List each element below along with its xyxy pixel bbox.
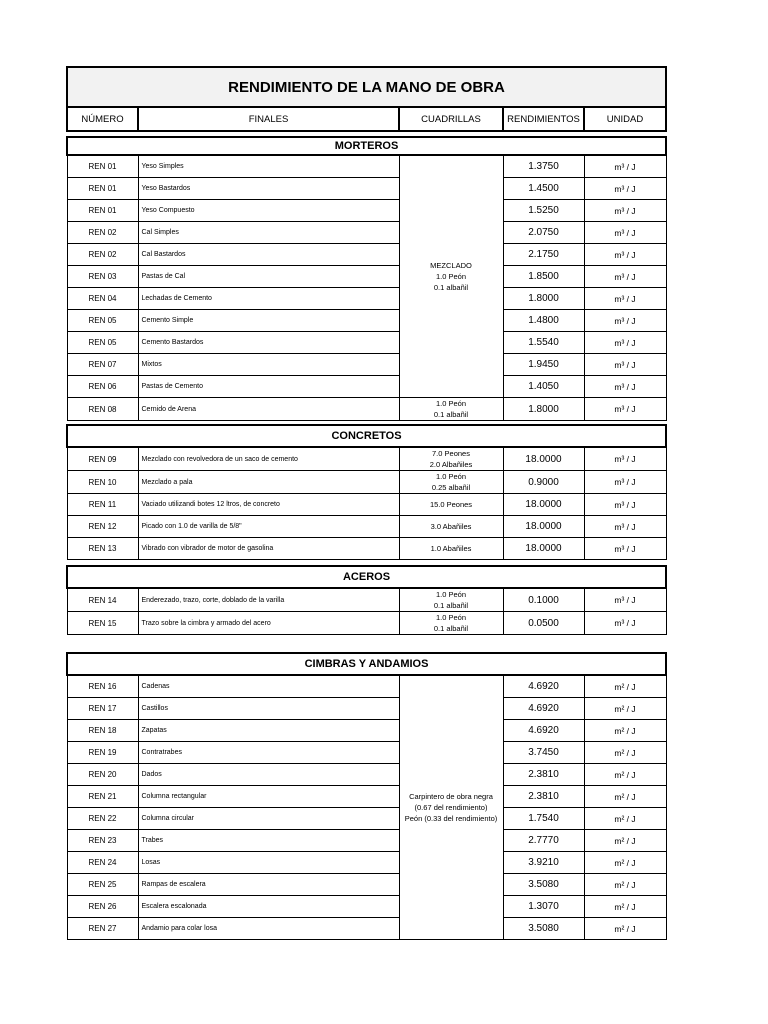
cuadrilla-line: MEZCLADO (430, 261, 472, 270)
row-finales: Castillos (138, 698, 399, 720)
row-rendimiento: 3.5080 (503, 874, 584, 896)
row-finales: Losas (138, 852, 399, 874)
group-cuadrilla (399, 155, 503, 398)
row-rendimiento: 1.5250 (503, 200, 584, 222)
row-numero: REN 02 (67, 222, 138, 244)
row-finales: Cal Simples (138, 222, 399, 244)
row-rendimiento: 0.1000 (503, 588, 584, 612)
row-unidad: m³ / J (584, 155, 666, 178)
header-table (66, 66, 667, 132)
row-numero: REN 07 (67, 354, 138, 376)
cuadrilla-line: 1.0 Peón (435, 590, 467, 599)
row-unidad: m² / J (584, 808, 666, 830)
table-row (67, 742, 666, 764)
row-unidad: m² / J (584, 896, 666, 918)
row-finales: Cemento Simple (138, 310, 399, 332)
cuadrilla-line: (0.67 del rendimiento) (414, 803, 488, 812)
row-numero: REN 09 (67, 447, 138, 471)
row-finales: Mixtos (138, 354, 399, 376)
row-numero: REN 26 (67, 896, 138, 918)
cimbras-table (66, 652, 667, 940)
row-numero: REN 19 (67, 742, 138, 764)
row-rendimiento: 1.4050 (503, 376, 584, 398)
row-numero: REN 21 (67, 786, 138, 808)
table-row (67, 720, 666, 742)
section-title-aceros: ACEROS (67, 566, 666, 588)
cuadrilla-line: 1.0 Peón (435, 399, 467, 408)
row-unidad: m³ / J (584, 516, 666, 538)
row-rendimiento: 1.8000 (503, 288, 584, 310)
row-finales: Picado con 1.0 de varilla de 5/8" (138, 516, 399, 538)
row-finales: Trazo sobre la cimbra y armado del acero (138, 612, 399, 635)
cuadrilla-line: 0.1 albañil (433, 283, 469, 292)
table-row (67, 612, 666, 635)
row-finales: Zapatas (138, 720, 399, 742)
row-cuadrilla (399, 538, 503, 560)
table-row (67, 830, 666, 852)
group-cuadrilla (399, 675, 503, 940)
cuadrilla-line: 1.0 Peón (435, 613, 467, 622)
cimbras-rows (67, 675, 666, 940)
row-finales: Vibrado con vibrador de motor de gasolina (138, 538, 399, 560)
row-finales: Mezclado a pala (138, 471, 399, 494)
row-unidad: m² / J (584, 786, 666, 808)
row-unidad: m³ / J (584, 222, 666, 244)
row-numero: REN 22 (67, 808, 138, 830)
table-row (67, 447, 666, 471)
row-numero: REN 16 (67, 675, 138, 698)
row-unidad: m² / J (584, 874, 666, 896)
row-finales: Cemento Bastardos (138, 332, 399, 354)
morteros-rows (67, 155, 666, 421)
row-rendimiento: 1.5540 (503, 332, 584, 354)
table-row (67, 538, 666, 560)
row-finales: Contratrabes (138, 742, 399, 764)
table-row (67, 288, 666, 310)
section-title-cimbras: CIMBRAS Y ANDAMIOS (67, 653, 666, 675)
row-rendimiento: 18.0000 (503, 447, 584, 471)
cuadrilla-line: 0.1 albañil (433, 601, 469, 610)
row-cuadrilla (399, 447, 503, 471)
row-rendimiento: 3.5080 (503, 918, 584, 940)
cuadrilla-line: 2.0 Albañiles (429, 460, 473, 469)
row-finales: Cadenas (138, 675, 399, 698)
row-finales: Cernido de Arena (138, 398, 399, 421)
row-rendimiento: 1.7540 (503, 808, 584, 830)
row-numero: REN 03 (67, 266, 138, 288)
row-rendimiento: 3.9210 (503, 852, 584, 874)
table-row (67, 376, 666, 398)
row-cuadrilla (399, 588, 503, 612)
row-finales: Yeso Simples (138, 155, 399, 178)
table-row (67, 310, 666, 332)
row-finales: Escalera escalonada (138, 896, 399, 918)
row-unidad: m² / J (584, 720, 666, 742)
row-unidad: m³ / J (584, 288, 666, 310)
row-numero: REN 27 (67, 918, 138, 940)
row-numero: REN 24 (67, 852, 138, 874)
table-row (67, 266, 666, 288)
table-row (67, 471, 666, 494)
row-numero: REN 02 (67, 244, 138, 266)
table-row (67, 808, 666, 830)
row-unidad: m² / J (584, 764, 666, 786)
row-unidad: m³ / J (584, 471, 666, 494)
row-numero: REN 13 (67, 538, 138, 560)
row-unidad: m³ / J (584, 398, 666, 421)
row-finales: Vaciado utilizandi botes 12 ltros, de concreto (138, 494, 399, 516)
concretos-rows (67, 447, 666, 560)
row-unidad: m³ / J (584, 266, 666, 288)
table-row (67, 200, 666, 222)
row-numero: REN 14 (67, 588, 138, 612)
row-numero: REN 17 (67, 698, 138, 720)
row-unidad: m² / J (584, 742, 666, 764)
row-rendimiento: 1.3070 (503, 896, 584, 918)
col-header-finales: FINALES (138, 107, 399, 131)
row-unidad: m³ / J (584, 310, 666, 332)
row-rendimiento: 2.0750 (503, 222, 584, 244)
row-finales: Rampas de escalera (138, 874, 399, 896)
row-finales: Andamio para colar losa (138, 918, 399, 940)
col-header-numero: NÚMERO (67, 107, 138, 131)
row-rendimiento: 3.7450 (503, 742, 584, 764)
table-row (67, 852, 666, 874)
row-rendimiento: 1.8500 (503, 266, 584, 288)
row-cuadrilla (399, 494, 503, 516)
table-row (67, 698, 666, 720)
table-row (67, 675, 666, 698)
table-row (67, 516, 666, 538)
row-unidad: m³ / J (584, 376, 666, 398)
row-numero: REN 08 (67, 398, 138, 421)
cuadrilla-line: 15.0 Peones (429, 500, 473, 509)
row-numero: REN 04 (67, 288, 138, 310)
row-numero: REN 25 (67, 874, 138, 896)
row-numero: REN 12 (67, 516, 138, 538)
aceros-rows (67, 588, 666, 635)
row-finales: Dados (138, 764, 399, 786)
table-row (67, 494, 666, 516)
row-rendimiento: 1.4500 (503, 178, 584, 200)
col-header-unidad: UNIDAD (584, 107, 666, 131)
row-unidad: m² / J (584, 918, 666, 940)
row-cuadrilla (399, 516, 503, 538)
row-numero: REN 05 (67, 332, 138, 354)
row-unidad: m³ / J (584, 494, 666, 516)
row-unidad: m² / J (584, 830, 666, 852)
table-row (67, 178, 666, 200)
row-numero: REN 23 (67, 830, 138, 852)
morteros-table (66, 136, 667, 421)
row-finales: Columna circular (138, 808, 399, 830)
row-finales: Columna rectangular (138, 786, 399, 808)
row-unidad: m³ / J (584, 588, 666, 612)
row-numero: REN 01 (67, 200, 138, 222)
row-finales: Yeso Bastardos (138, 178, 399, 200)
table-row (67, 896, 666, 918)
cuadrilla-line: 1.0 Peón (435, 272, 467, 281)
row-numero: REN 01 (67, 178, 138, 200)
row-numero: REN 01 (67, 155, 138, 178)
table-row (67, 918, 666, 940)
row-unidad: m³ / J (584, 244, 666, 266)
table-row (67, 874, 666, 896)
cuadrilla-line: 1.0 Abañiles (430, 544, 472, 553)
row-unidad: m³ / J (584, 200, 666, 222)
concretos-table (66, 424, 667, 560)
row-unidad: m³ / J (584, 178, 666, 200)
row-finales: Yeso Compuesto (138, 200, 399, 222)
row-finales: Enderezado, trazo, corte, doblado de la varilla (138, 588, 399, 612)
row-cuadrilla (399, 471, 503, 494)
cuadrilla-line: 3.0 Abañiles (430, 522, 472, 531)
row-rendimiento: 1.3750 (503, 155, 584, 178)
cuadrilla-line: 0.1 albañil (433, 624, 469, 633)
row-rendimiento: 18.0000 (503, 516, 584, 538)
table-row (67, 244, 666, 266)
row-finales: Cal Bastardos (138, 244, 399, 266)
row-unidad: m³ / J (584, 447, 666, 471)
table-row (67, 332, 666, 354)
row-numero: REN 15 (67, 612, 138, 635)
row-numero: REN 06 (67, 376, 138, 398)
row-finales: Pastas de Cemento (138, 376, 399, 398)
row-rendimiento: 0.9000 (503, 471, 584, 494)
row-cuadrilla (399, 612, 503, 635)
table-row (67, 764, 666, 786)
table-row (67, 398, 666, 421)
table-row (67, 222, 666, 244)
row-rendimiento: 4.6920 (503, 720, 584, 742)
row-unidad: m² / J (584, 675, 666, 698)
cuadrilla-line: 0.25 albañil (431, 483, 471, 492)
row-rendimiento: 4.6920 (503, 698, 584, 720)
row-numero: REN 11 (67, 494, 138, 516)
section-title-morteros: MORTEROS (67, 137, 666, 155)
row-finales: Trabes (138, 830, 399, 852)
cuadrilla-line: Carpintero de obra negra (409, 792, 493, 801)
row-finales: Lechadas de Cemento (138, 288, 399, 310)
row-rendimiento: 1.4800 (503, 310, 584, 332)
row-rendimiento: 2.1750 (503, 244, 584, 266)
row-rendimiento: 1.8000 (503, 398, 584, 421)
cuadrilla-line: 0.1 albañil (433, 410, 469, 419)
cuadrilla-line: 7.0 Peones (432, 449, 470, 458)
row-unidad: m³ / J (584, 332, 666, 354)
table-row (67, 354, 666, 376)
row-unidad: m³ / J (584, 354, 666, 376)
row-numero: REN 10 (67, 471, 138, 494)
row-rendimiento: 2.7770 (503, 830, 584, 852)
row-numero: REN 18 (67, 720, 138, 742)
row-numero: REN 20 (67, 764, 138, 786)
col-header-rendimientos: RENDIMIENTOS (503, 107, 584, 131)
section-title-concretos: CONCRETOS (67, 425, 666, 447)
row-cuadrilla (399, 398, 503, 421)
row-finales: Pastas de Cal (138, 266, 399, 288)
cuadrilla-line: 1.0 Peón (435, 472, 467, 481)
row-rendimiento: 18.0000 (503, 538, 584, 560)
table-row (67, 786, 666, 808)
row-unidad: m³ / J (584, 612, 666, 635)
col-header-cuadrillas: CUADRILLAS (399, 107, 503, 131)
row-unidad: m³ / J (584, 538, 666, 560)
row-unidad: m² / J (584, 852, 666, 874)
cuadrilla-line: Peón (0.33 del rendimiento) (404, 814, 498, 823)
row-unidad: m² / J (584, 698, 666, 720)
row-finales: Mezclado con revolvedora de un saco de cemento (138, 447, 399, 471)
aceros-table (66, 565, 667, 635)
row-numero: REN 05 (67, 310, 138, 332)
page-title: RENDIMIENTO DE LA MANO DE OBRA (67, 67, 666, 107)
table-row (67, 155, 666, 178)
row-rendimiento: 18.0000 (503, 494, 584, 516)
row-rendimiento: 0.0500 (503, 612, 584, 635)
row-rendimiento: 2.3810 (503, 764, 584, 786)
row-rendimiento: 4.6920 (503, 675, 584, 698)
table-row (67, 588, 666, 612)
row-rendimiento: 2.3810 (503, 786, 584, 808)
row-rendimiento: 1.9450 (503, 354, 584, 376)
